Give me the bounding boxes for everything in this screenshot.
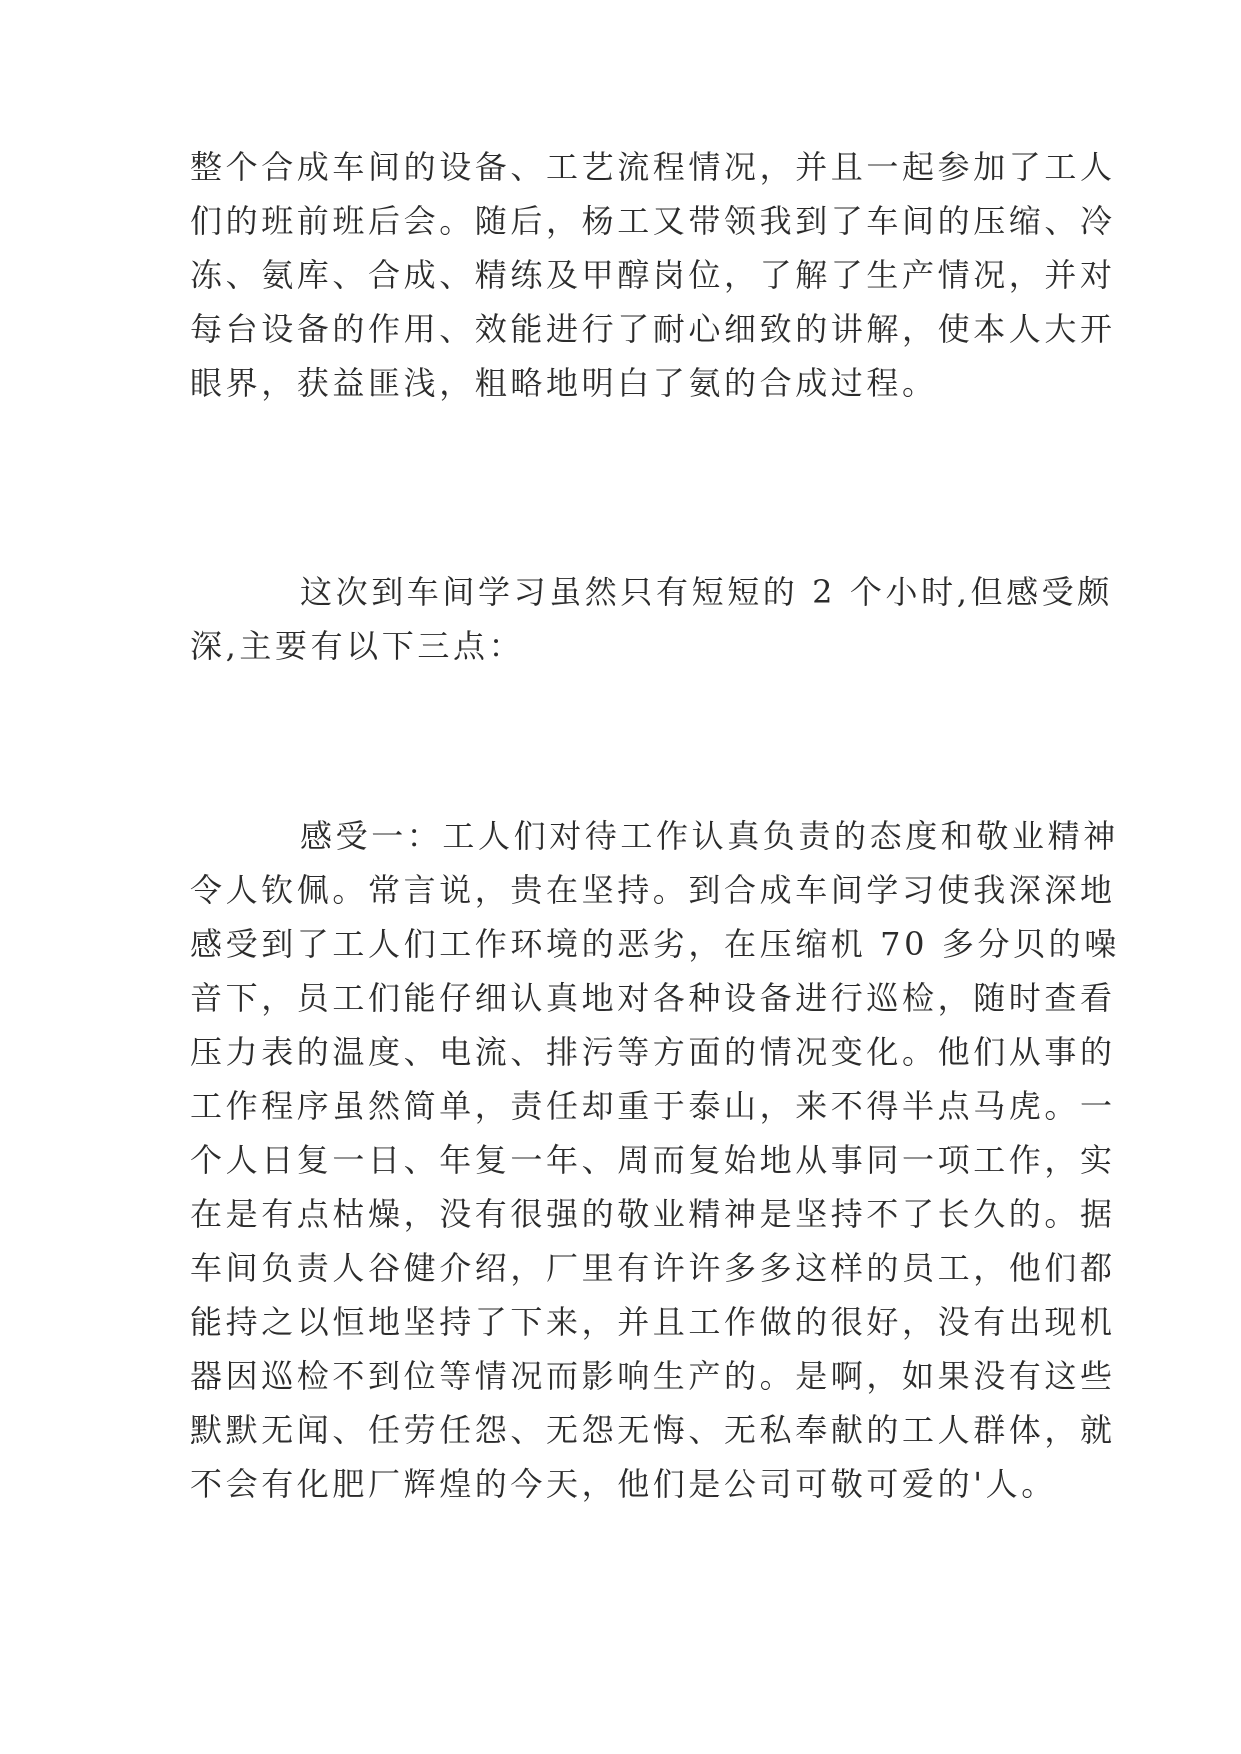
text-line: 在是有点枯燥，没有很强的敬业精神是坚持不了长久的。据 — [190, 1195, 1116, 1233]
text-line: 音下，员工们能仔细认真地对各种设备进行巡检，随时查看 — [190, 979, 1116, 1017]
text-line: 工作程序虽然简单，责任却重于泰山，来不得半点马虎。一 — [190, 1087, 1116, 1125]
text-line: 能持之以恒地坚持了下来，并且工作做的很好，没有出现机 — [190, 1303, 1116, 1341]
text-line: 感受一：工人们对待工作认真负责的态度和敬业精神 — [300, 817, 1119, 855]
text-line: 这次到车间学习虽然只有短短的 2 个小时,但感受颇 — [300, 573, 1113, 611]
text-line: 深,主要有以下三点： — [190, 627, 525, 665]
text-line: 感受到了工人们工作环境的恶劣，在压缩机 70 多分贝的噪 — [190, 925, 1120, 963]
text-line: 器因巡检不到位等情况而影响生产的。是啊，如果没有这些 — [190, 1357, 1116, 1395]
text-line: 整个合成车间的设备、工艺流程情况，并且一起参加了工人 — [190, 148, 1116, 186]
text-line: 个人日复一日、年复一年、周而复始地从事同一项工作，实 — [190, 1141, 1116, 1179]
text-line: 不会有化肥厂辉煌的今天，他们是公司可敬可爱的'人。 — [190, 1465, 1057, 1503]
text-line: 们的班前班后会。随后，杨工又带领我到了车间的压缩、冷 — [190, 202, 1116, 240]
text-line: 默默无闻、任劳任怨、无怨无悔、无私奉献的工人群体，就 — [190, 1411, 1116, 1449]
text-line: 令人钦佩。常言说，贵在坚持。到合成车间学习使我深深地 — [190, 871, 1116, 909]
text-line: 每台设备的作用、效能进行了耐心细致的讲解，使本人大开 — [190, 310, 1116, 348]
text-line: 冻、氨库、合成、精练及甲醇岗位，了解了生产情况，并对 — [190, 256, 1116, 294]
text-line: 车间负责人谷健介绍，厂里有许许多多这样的员工，他们都 — [190, 1249, 1116, 1287]
text-line: 眼界，获益匪浅，粗略地明白了氨的合成过程。 — [190, 364, 938, 402]
text-line: 压力表的温度、电流、排污等方面的情况变化。他们从事的 — [190, 1033, 1116, 1071]
